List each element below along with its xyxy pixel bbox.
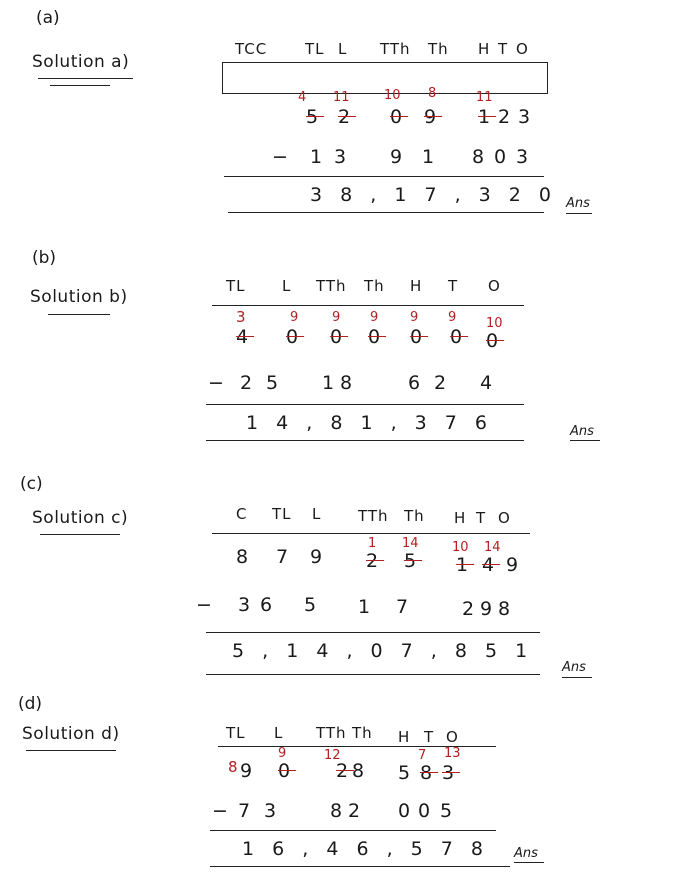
header-col: TTh [316, 724, 347, 742]
part-c-solution-underline [40, 534, 120, 535]
minuend-digit: 1 [456, 554, 475, 576]
borrow-digit: 11 [333, 90, 350, 105]
minuend-digit: 9 [424, 106, 443, 128]
part-b-result: 1 4 , 8 1 , 3 7 6 [246, 412, 494, 434]
subtrahend-digit: 4 [480, 372, 499, 394]
header-col: L [274, 724, 284, 742]
minuend-digit: 2 [338, 106, 357, 128]
minuend-digit: 7 [276, 546, 295, 568]
part-a-solution-label: Solution a) [32, 52, 130, 72]
part-c-solution-label: Solution c) [32, 508, 129, 528]
subtrahend-digit: 9 [480, 598, 499, 620]
borrow-digit: 1 [368, 536, 377, 551]
minuend-digit: 9 [506, 554, 525, 576]
part-c-header-line [212, 533, 530, 534]
minus-sign: − [208, 372, 230, 394]
part-a-solution-underline-2 [50, 85, 110, 86]
minuend-digit: 0 [286, 326, 305, 348]
header-col: L [312, 505, 322, 523]
header-col: Th [404, 507, 425, 525]
borrow-digit: 9 [448, 310, 457, 325]
header-col: TL [226, 277, 246, 295]
header-col: TL [272, 505, 292, 523]
subtrahend-digit: 8 [340, 372, 359, 394]
subtrahend-digit: 6 [408, 372, 427, 394]
header-col: O [516, 40, 529, 58]
subtrahend-digit: 1 [310, 146, 329, 168]
subtrahend-digit: 5 [304, 594, 323, 616]
header-col: O [446, 728, 459, 746]
borrow-digit: 12 [324, 748, 341, 763]
part-a-line-2 [228, 212, 544, 213]
minuend-digit: 5 [398, 762, 417, 784]
header-col: O [498, 509, 511, 527]
minuend-digit: 0 [390, 106, 409, 128]
header-col: L [338, 40, 348, 58]
borrow-digit: 10 [384, 88, 401, 103]
minuend-digit: 2 [498, 106, 517, 128]
borrow-digit: 8 [228, 758, 238, 776]
minuend-digit: 3 [518, 106, 537, 128]
part-c-line-1 [206, 632, 540, 633]
borrow-digit: 10 [452, 540, 469, 555]
part-a-solution-underline [38, 78, 133, 79]
subtrahend-digit: 8 [472, 146, 491, 168]
subtrahend-digit: 2 [462, 598, 481, 620]
header-col: T [424, 728, 435, 746]
part-d-label: (d) [18, 694, 43, 714]
borrow-digit: 4 [298, 90, 307, 105]
subtrahend-digit: 1 [422, 146, 441, 168]
part-a-result: 3 8 , 1 7 , 3 2 0 [310, 184, 558, 206]
subtrahend-digit: 3 [516, 146, 535, 168]
part-b-ans-underline [570, 440, 600, 441]
subtrahend-digit: 7 [238, 800, 257, 822]
part-c-line-2 [206, 674, 540, 675]
header-col: Th [352, 724, 373, 742]
header-col: H [478, 40, 491, 58]
borrow-digit: 13 [444, 746, 461, 761]
minuend-digit: 1 [478, 106, 497, 128]
part-d-solution-underline [26, 750, 116, 751]
subtrahend-digit: 3 [334, 146, 353, 168]
subtrahend-digit: 0 [494, 146, 513, 168]
part-d-line-2 [210, 866, 510, 867]
header-col: Th [364, 277, 385, 295]
header-col: TL [226, 724, 246, 742]
part-a-ans: Ans [566, 196, 590, 211]
part-c-ans-underline [562, 677, 592, 678]
minuend-digit: 2 [366, 550, 385, 572]
part-d-ans-underline [514, 862, 544, 863]
header-col: TL [305, 40, 325, 58]
part-c-label: (c) [20, 474, 43, 494]
borrow-digit: 9 [290, 310, 299, 325]
minuend-digit: 0 [278, 760, 297, 782]
part-a-ans-underline [566, 213, 592, 214]
header-col: T [448, 277, 459, 295]
header-col: H [398, 728, 411, 746]
header-col: H [410, 277, 423, 295]
minuend-digit: 0 [330, 326, 349, 348]
header-col: O [488, 277, 501, 295]
borrow-digit: 9 [410, 310, 419, 325]
borrow-digit: 8 [428, 86, 437, 101]
minuend-digit: 0 [486, 330, 505, 352]
subtrahend-digit: 3 [238, 594, 257, 616]
subtrahend-digit: 2 [434, 372, 453, 394]
minuend-digit: 9 [240, 760, 259, 782]
header-col: T [498, 40, 509, 58]
minus-sign: − [196, 594, 218, 616]
header-col: TTh [380, 40, 411, 58]
minuend-digit: 5 [306, 106, 325, 128]
borrow-digit: 9 [332, 310, 341, 325]
header-col: TTh [358, 507, 389, 525]
minuend-digit: 2 [336, 760, 355, 782]
minuend-digit: 0 [450, 326, 469, 348]
part-a-line-1 [224, 176, 544, 177]
part-b-line-2 [206, 440, 524, 441]
minuend-digit: 8 [236, 546, 255, 568]
subtrahend-digit: 8 [330, 800, 349, 822]
borrow-digit: 14 [402, 536, 419, 551]
subtrahend-digit: 5 [266, 372, 285, 394]
part-b-solution-underline [48, 314, 110, 315]
subtrahend-digit: 0 [418, 800, 437, 822]
subtrahend-digit: 5 [440, 800, 459, 822]
minuend-digit: 4 [482, 554, 501, 576]
minuend-digit: 8 [352, 760, 371, 782]
part-b-label: (b) [32, 248, 57, 268]
subtrahend-digit: 3 [264, 800, 283, 822]
part-b-ans: Ans [570, 424, 594, 439]
part-c-ans: Ans [562, 660, 586, 675]
header-col: T [476, 509, 487, 527]
minuend-digit: 3 [442, 762, 461, 784]
part-a-label: (a) [36, 8, 60, 28]
subtrahend-digit: 2 [240, 372, 259, 394]
borrow-digit: 3 [236, 308, 246, 326]
header-col: TCC [235, 40, 268, 58]
borrow-digit: 7 [418, 748, 427, 763]
subtrahend-digit: 0 [398, 800, 417, 822]
subtrahend-digit: 1 [322, 372, 341, 394]
part-b-header-line [212, 305, 524, 306]
header-col: H [454, 509, 467, 527]
part-b-solution-label: Solution b) [30, 287, 128, 307]
subtrahend-digit: 7 [396, 596, 415, 618]
minus-sign: − [212, 800, 234, 822]
header-col: TTh [316, 277, 347, 295]
header-col: Th [428, 40, 449, 58]
minuend-digit: 5 [404, 550, 423, 572]
minuend-digit: 8 [420, 762, 439, 784]
minuend-digit: 0 [368, 326, 387, 348]
part-d-result: 1 6 , 4 6 , 5 7 8 [242, 838, 490, 860]
borrow-digit: 11 [476, 90, 493, 105]
subtrahend-digit: 8 [498, 598, 517, 620]
part-d-solution-label: Solution d) [22, 724, 120, 744]
subtrahend-digit: 2 [348, 800, 367, 822]
subtrahend-digit: 1 [358, 596, 377, 618]
part-b-line-1 [206, 404, 524, 405]
subtrahend-digit: 6 [260, 594, 279, 616]
minuend-digit: 0 [410, 326, 429, 348]
minus-sign: − [272, 146, 294, 168]
header-col: L [282, 277, 292, 295]
part-d-line-1 [210, 830, 496, 831]
subtrahend-digit: 9 [390, 146, 409, 168]
borrow-digit: 9 [278, 746, 287, 761]
minuend-digit: 4 [236, 326, 255, 348]
part-c-result: 5 , 1 4 , 0 7 , 8 5 1 [232, 640, 534, 662]
borrow-digit: 10 [486, 316, 503, 331]
borrow-digit: 14 [484, 540, 501, 555]
part-d-ans: Ans [514, 846, 538, 861]
minuend-digit: 9 [310, 546, 329, 568]
borrow-digit: 9 [370, 310, 379, 325]
header-col: C [236, 505, 248, 523]
